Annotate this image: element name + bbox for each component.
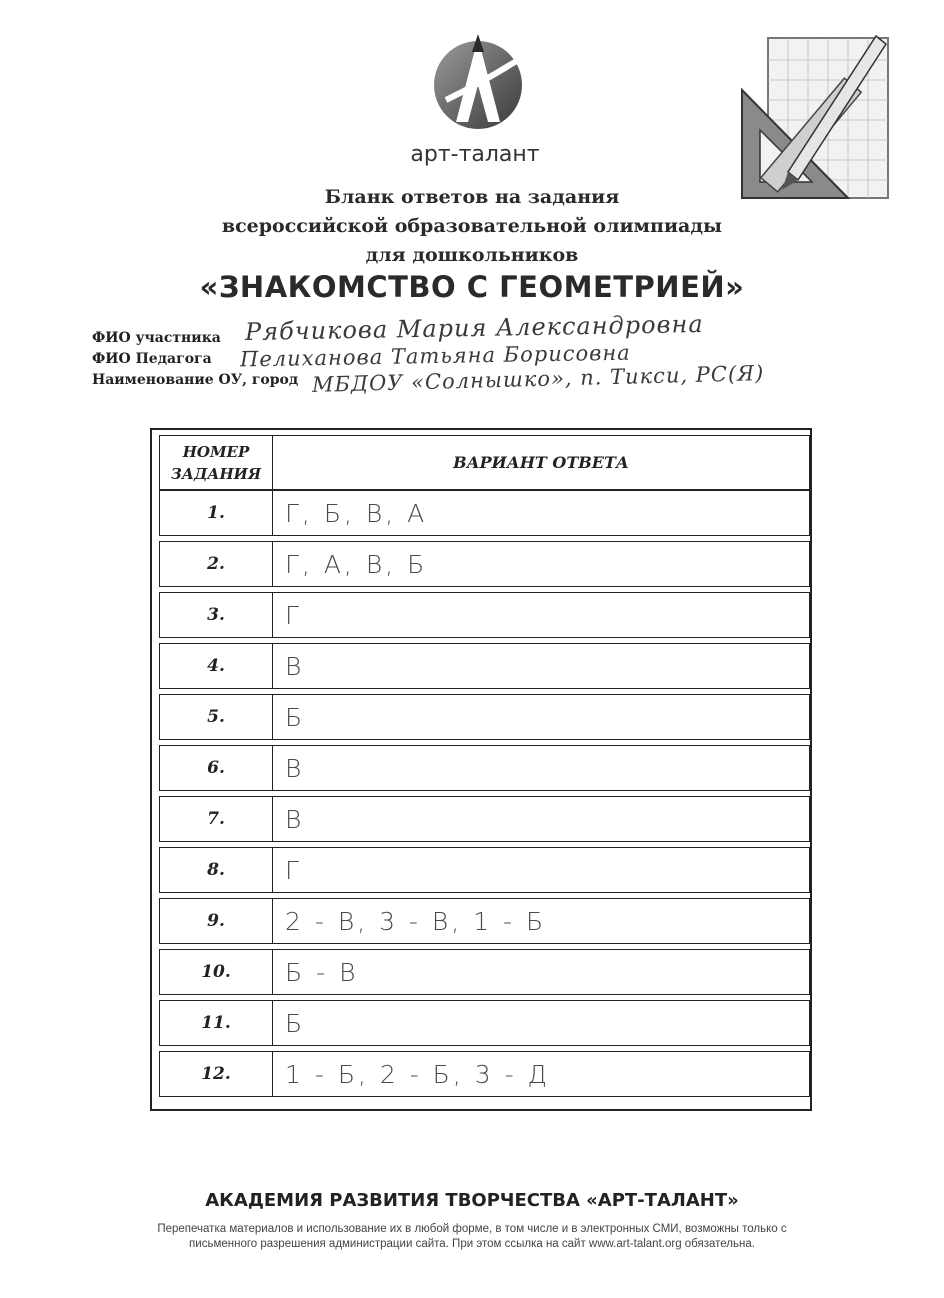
geometry-tools-icon	[738, 30, 898, 200]
task-number: 8.	[159, 847, 273, 893]
task-answer: В	[273, 745, 810, 791]
table-row	[159, 1051, 810, 1097]
teacher-name-value: Пелиханова Татьяна Борисовна	[239, 340, 631, 372]
task-number: 10.	[159, 949, 273, 995]
table-row	[159, 847, 810, 893]
task-answer: Г, А, В, Б	[273, 541, 810, 587]
task-answer: В	[273, 796, 810, 842]
teacher-name-label: ФИО Педагога	[92, 351, 212, 367]
task-answer: 2 - В, 3 - В, 1 - Б	[273, 898, 810, 944]
table-row	[159, 694, 810, 740]
task-answer: Б - В	[273, 949, 810, 995]
heading-line-1: Бланк ответов на задания	[324, 186, 620, 208]
institution-value: МБДОУ «Солнышко», п. Тикси, РС(Я)	[311, 361, 765, 397]
task-number: 7.	[159, 796, 273, 842]
task-number: 12.	[159, 1051, 273, 1097]
task-number: 2.	[159, 541, 273, 587]
brand-name: арт-талант	[410, 142, 540, 167]
header-answer: ВАРИАНТ ОТВЕТА	[273, 435, 810, 490]
table-row	[159, 490, 810, 536]
art-talant-logo-icon	[428, 30, 528, 140]
task-number: 3.	[159, 592, 273, 638]
header-task-number-line2: ЗАДАНИЯ	[170, 464, 262, 483]
footer-notice-line2: письменного разрешения администрации сайта. При этом ссылка на сайт www.art-talant.org обязательна.	[189, 1238, 755, 1250]
table-row	[159, 541, 810, 587]
footer-notice-line1: Перепечатка материалов и использование их в любой форме, в том числе и в электронных СМИ, возможны только с	[157, 1223, 787, 1235]
table-row	[159, 1000, 810, 1046]
task-number: 11.	[159, 1000, 273, 1046]
heading-line-3: для дошкольников	[365, 244, 579, 266]
institution-label: Наименование ОУ, город	[92, 372, 299, 388]
task-number: 6.	[159, 745, 273, 791]
answers-table	[150, 428, 812, 1111]
task-answer: Г	[273, 592, 810, 638]
task-answer: Г	[273, 847, 810, 893]
task-number: 4.	[159, 643, 273, 689]
task-number: 9.	[159, 898, 273, 944]
table-row	[159, 643, 810, 689]
task-answer: Г, Б, В, А	[273, 490, 810, 536]
footer-title: АКАДЕМИЯ РАЗВИТИЯ ТВОРЧЕСТВА «АРТ-ТАЛАНТ»	[205, 1190, 739, 1211]
task-answer: В	[273, 643, 810, 689]
header-task-number-line1: НОМЕР	[182, 442, 250, 461]
footer-notice	[100, 1222, 844, 1252]
participant-name-label: ФИО участника	[92, 330, 221, 346]
table-row	[159, 796, 810, 842]
task-number: 5.	[159, 694, 273, 740]
table-row	[159, 592, 810, 638]
task-answer: 1 - Б, 2 - Б, 3 - Д	[273, 1051, 810, 1097]
task-number: 1.	[159, 490, 273, 536]
header-task-number	[159, 435, 273, 490]
task-answer: Б	[273, 694, 810, 740]
participant-name-value: Рябчикова Мария Александровна	[244, 309, 704, 347]
heading-line-2: всероссийской образовательной олимпиады	[221, 215, 723, 237]
table-row	[159, 898, 810, 944]
page-title: «ЗНАКОМСТВО С ГЕОМЕТРИЕЙ»	[199, 270, 745, 304]
task-answer: Б	[273, 1000, 810, 1046]
table-row	[159, 949, 810, 995]
table-row	[159, 745, 810, 791]
